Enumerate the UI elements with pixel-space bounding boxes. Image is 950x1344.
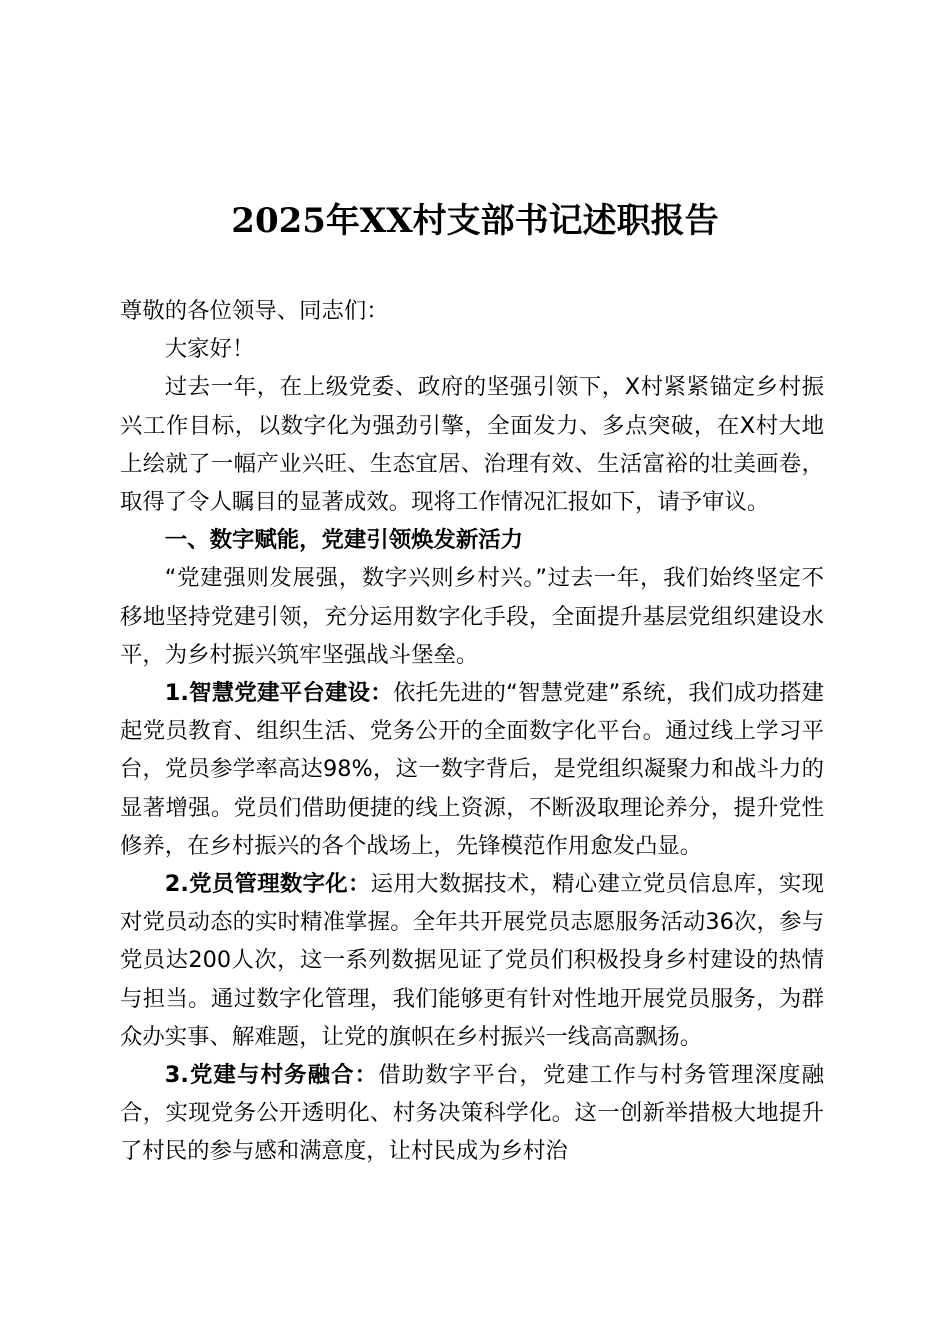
list-item [120, 674, 824, 865]
salutation: 尊敬的各位领导、同志们： [120, 298, 389, 324]
item-text: 依托先进的“智慧党建”系统，我们成功搭建起党员教育、组织生活、党务公开的全面数字化平台。通过线上学习平台，党员参学率高达98%，这一数字背后，是党组织凝聚力和战斗力的显著增强。党员们借助便捷的线上资源，不断汲取理论养分，提升党性修养，在乡村振兴的各个战场上，先锋模范作用愈发凸显。 [120, 680, 824, 859]
document-body [120, 292, 824, 1171]
greeting: 大家好！ [164, 336, 255, 363]
document-title: 2025年XX村支部书记述职报告 [231, 201, 719, 241]
section-intro-paragraph: “党建强则发展强，数字兴则乡村兴。”过去一年，我们始终坚定不移地坚持党建引领，充分运用数字化手段，全面提升基层党组织建设水平，为乡村振兴筑牢坚强战斗堡垒。 [120, 565, 824, 668]
item-text: 借助数字平台，党建工作与村务管理深度融合，实现党务公开透明化、村务决策科学化。这一创新举措极大地提升了村民的参与感和满意度，让村民成为乡村治 [120, 1062, 824, 1165]
item-lead: 2.党员管理数字化： [164, 871, 371, 898]
section-heading: 一、数字赋能，党建引领焕发新活力 [164, 527, 524, 554]
intro-paragraph: 过去一年，在上级党委、政府的坚强引领下，X村紧紧锚定乡村振兴工作目标，以数字化为强劲引擎，全面发力、多点突破，在X村大地上绘就了一幅产业兴旺、生态宜居、治理有效、生活富裕的壮美画卷，取得了令人瞩目的显著成效。现将工作情况汇报如下，请予审议。 [120, 374, 824, 516]
item-text: 运用大数据技术，精心建立党员信息库，实现对党员动态的实时精准掌握。全年共开展党员志愿服务活动36次，参与党员达200人次，这一系列数据见证了党员们积极投身乡村建设的热情与担当。通过数字化管理，我们能够更有针对性地开展党员服务，为群众办实事、解难题，让党的旗帜在乡村振兴一线高高飘扬。 [120, 871, 824, 1050]
list-item [120, 1056, 824, 1171]
item-lead: 1.智慧党建平台建设： [164, 680, 393, 707]
list-item [120, 865, 824, 1056]
item-lead: 3.党建与村务融合： [164, 1062, 379, 1089]
